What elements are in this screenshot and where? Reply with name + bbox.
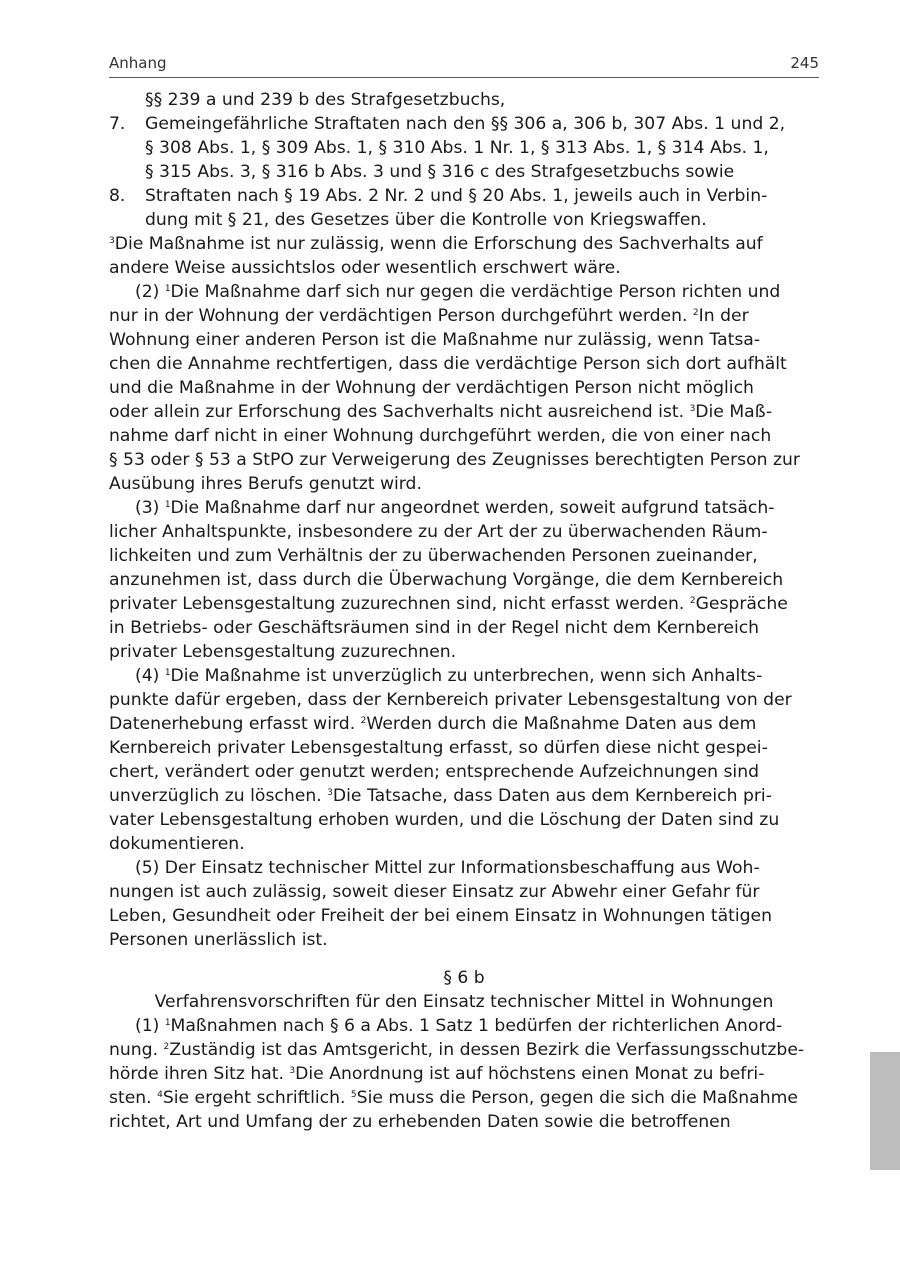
text-line: § 53 oder § 53 a StPO zur Verweigerung des Zeugnisses berechtigten Person zur (109, 450, 800, 470)
text-segment: oder allein zur Erforschung des Sachverhalts nicht ausreichend ist. (109, 402, 690, 422)
text-line: licher Anhaltspunkte, insbesondere zu der Art der zu überwachenden Räum- (109, 522, 768, 542)
sentence-number: 1 (164, 668, 171, 678)
text-segment: Die Maßnahme darf sich nur gegen die verdächtige Person richten und (170, 282, 781, 302)
paragraph-number: (2) (135, 282, 165, 302)
sentence-number: 3 (327, 788, 333, 798)
text-line: andere Weise aussichtslos oder wesentlich erschwert wäre. (109, 258, 621, 278)
paragraph-3 (109, 496, 819, 664)
text-segment: Die Maß- (695, 402, 773, 422)
text-line: § 308 Abs. 1, § 309 Abs. 1, § 310 Abs. 1 Nr. 1, § 313 Abs. 1, § 314 Abs. 1, (145, 138, 769, 158)
text-line: anzunehmen ist, dass durch die Überwachung Vorgänge, die dem Kernbereich (109, 570, 784, 590)
text-line: dokumentieren. (109, 834, 245, 854)
paragraph-2 (109, 280, 819, 496)
text-segment: In der (698, 306, 749, 326)
sentence-number: 2 (689, 596, 696, 606)
text-segment: unverzüglich zu löschen. (109, 786, 328, 806)
text-line: Straftaten nach § 19 Abs. 2 Nr. 2 und § 20 Abs. 1, jeweils auch in Verbin- (145, 186, 768, 206)
page-number: 245 (790, 54, 819, 72)
sentence-number: 1 (164, 500, 171, 510)
list-item-7 (109, 112, 819, 184)
text-segment: Die Maßnahme darf nur angeordnet werden, soweit aufgrund tatsäch- (170, 498, 775, 518)
text-segment: Die Maßnahme ist unverzüglich zu unterbrechen, wenn sich Anhalts- (170, 666, 763, 686)
paragraph-number: (4) (135, 666, 165, 686)
sentence-number: 1 (164, 1018, 171, 1028)
sentence-number: 3 (689, 404, 696, 414)
text-segment: Die Maßnahme ist nur zulässig, wenn die Erforschung des Sachverhalts auf (114, 234, 763, 254)
sentence-number: 2 (692, 308, 699, 318)
text-line: §§ 239 a und 239 b des Strafgesetzbuchs, (145, 90, 506, 110)
text-line: nahme darf nicht in einer Wohnung durchgeführt werden, die von einer nach (109, 426, 772, 446)
text-segment: Die Tatsache, dass Daten aus dem Kernbereich pri- (332, 786, 772, 806)
text-line: Ausübung ihres Berufs genutzt wird. (109, 474, 422, 494)
paragraph-sentence-3 (109, 232, 819, 280)
text-line: dung mit § 21, des Gesetzes über die Kontrolle von Kriegswaffen. (145, 210, 707, 230)
text-segment: Gespräche (695, 594, 788, 614)
text-segment: Maßnahmen nach § 6 a Abs. 1 Satz 1 bedürfen der richterlichen Anord- (170, 1016, 783, 1036)
paragraph-number: (1) (135, 1016, 165, 1036)
text-segment: Datenerhebung erfasst wird. (109, 714, 361, 734)
text-line: nungen ist auch zulässig, soweit dieser Einsatz zur Abwehr einer Gefahr für (109, 882, 760, 902)
thumb-index-tab (870, 1052, 900, 1170)
text-line: Personen unerlässlich ist. (109, 930, 328, 950)
text-line: § 315 Abs. 3, § 316 b Abs. 3 und § 316 c des Strafgesetzbuchs sowie (145, 162, 735, 182)
text-line: richtet, Art und Umfang der zu erhebenden Daten sowie die betroffenen (109, 1112, 731, 1132)
sentence-number: 4 (157, 1090, 163, 1100)
text-line: (5) Der Einsatz technischer Mittel zur Informationsbeschaffung aus Woh- (135, 858, 760, 878)
text-segment: nung. (109, 1040, 164, 1060)
section-heading (109, 966, 819, 1014)
text-line: Wohnung einer anderen Person ist die Maßnahme nur zulässig, wenn Tatsa- (109, 330, 761, 350)
page-body (109, 88, 819, 1134)
paragraph-number: (3) (135, 498, 165, 518)
list-item-number: 7. (109, 114, 126, 134)
text-segment: nur in der Wohnung der verdächtigen Person durchgeführt werden. (109, 306, 693, 326)
text-line: privater Lebensgestaltung zuzurechnen. (109, 642, 457, 662)
list-item-8 (109, 184, 819, 232)
text-segment: Die Anordnung ist auf höchstens einen Monat zu befri- (295, 1064, 765, 1084)
text-segment: hörde ihren Sitz hat. (109, 1064, 290, 1084)
sentence-number: 2 (360, 716, 367, 726)
sentence-number: 3 (289, 1066, 296, 1076)
text-line: chert, verändert oder genutzt werden; entsprechende Aufzeichnungen sind (109, 762, 759, 782)
text-line: chen die Annahme rechtfertigen, dass die verdächtige Person sich dort aufhält (109, 354, 787, 374)
text-segment: Werden durch die Maßnahme Daten aus dem (366, 714, 757, 734)
text-segment: privater Lebensgestaltung zuzurechnen sind, nicht erfasst werden. (109, 594, 690, 614)
text-line: Leben, Gesundheit oder Freiheit der bei einem Einsatz in Wohnungen tätigen (109, 906, 773, 926)
running-header (109, 53, 819, 78)
text-segment: Zuständig ist das Amtsgericht, in dessen Bezirk die Verfassungsschutzbe- (169, 1040, 805, 1060)
paragraph-4 (109, 664, 819, 856)
list-item-number: 8. (109, 186, 126, 206)
text-segment: Sie ergeht schriftlich. (162, 1088, 351, 1108)
text-line: in Betriebs- oder Geschäftsräumen sind in der Regel nicht dem Kernbereich (109, 618, 760, 638)
section-title: Verfahrensvorschriften für den Einsatz technischer Mittel in Wohnungen (154, 992, 774, 1012)
sentence-number: 2 (163, 1042, 170, 1052)
paragraph-5 (109, 856, 819, 952)
sentence-number: 3 (109, 236, 115, 246)
text-line: und die Maßnahme in der Wohnung der verdächtigen Person nicht möglich (109, 378, 754, 398)
section-number: § 6 b (443, 968, 485, 988)
text-line: Gemeingefährliche Straftaten nach den §§ 306 a, 306 b, 307 Abs. 1 und 2, (145, 114, 786, 134)
list-continuation (109, 88, 819, 112)
text-line: lichkeiten und zum Verhältnis der zu überwachenden Personen zueinander, (109, 546, 758, 566)
text-segment: Sie muss die Person, gegen die sich die Maßnahme (356, 1088, 798, 1108)
header-section-title: Anhang (109, 54, 167, 72)
text-line: Kernbereich privater Lebensgestaltung erfasst, so dürfen diese nicht gespei- (109, 738, 768, 758)
text-line: vater Lebensgestaltung erhoben wurden, und die Löschung der Daten sind zu (109, 810, 780, 830)
sentence-number: 1 (164, 284, 171, 294)
text-line: punkte dafür ergeben, dass der Kernbereich privater Lebensgestaltung von der (109, 690, 792, 710)
sentence-number: 5 (350, 1090, 357, 1100)
paragraph-6b-1 (109, 1014, 819, 1134)
text-segment: sten. (109, 1088, 158, 1108)
